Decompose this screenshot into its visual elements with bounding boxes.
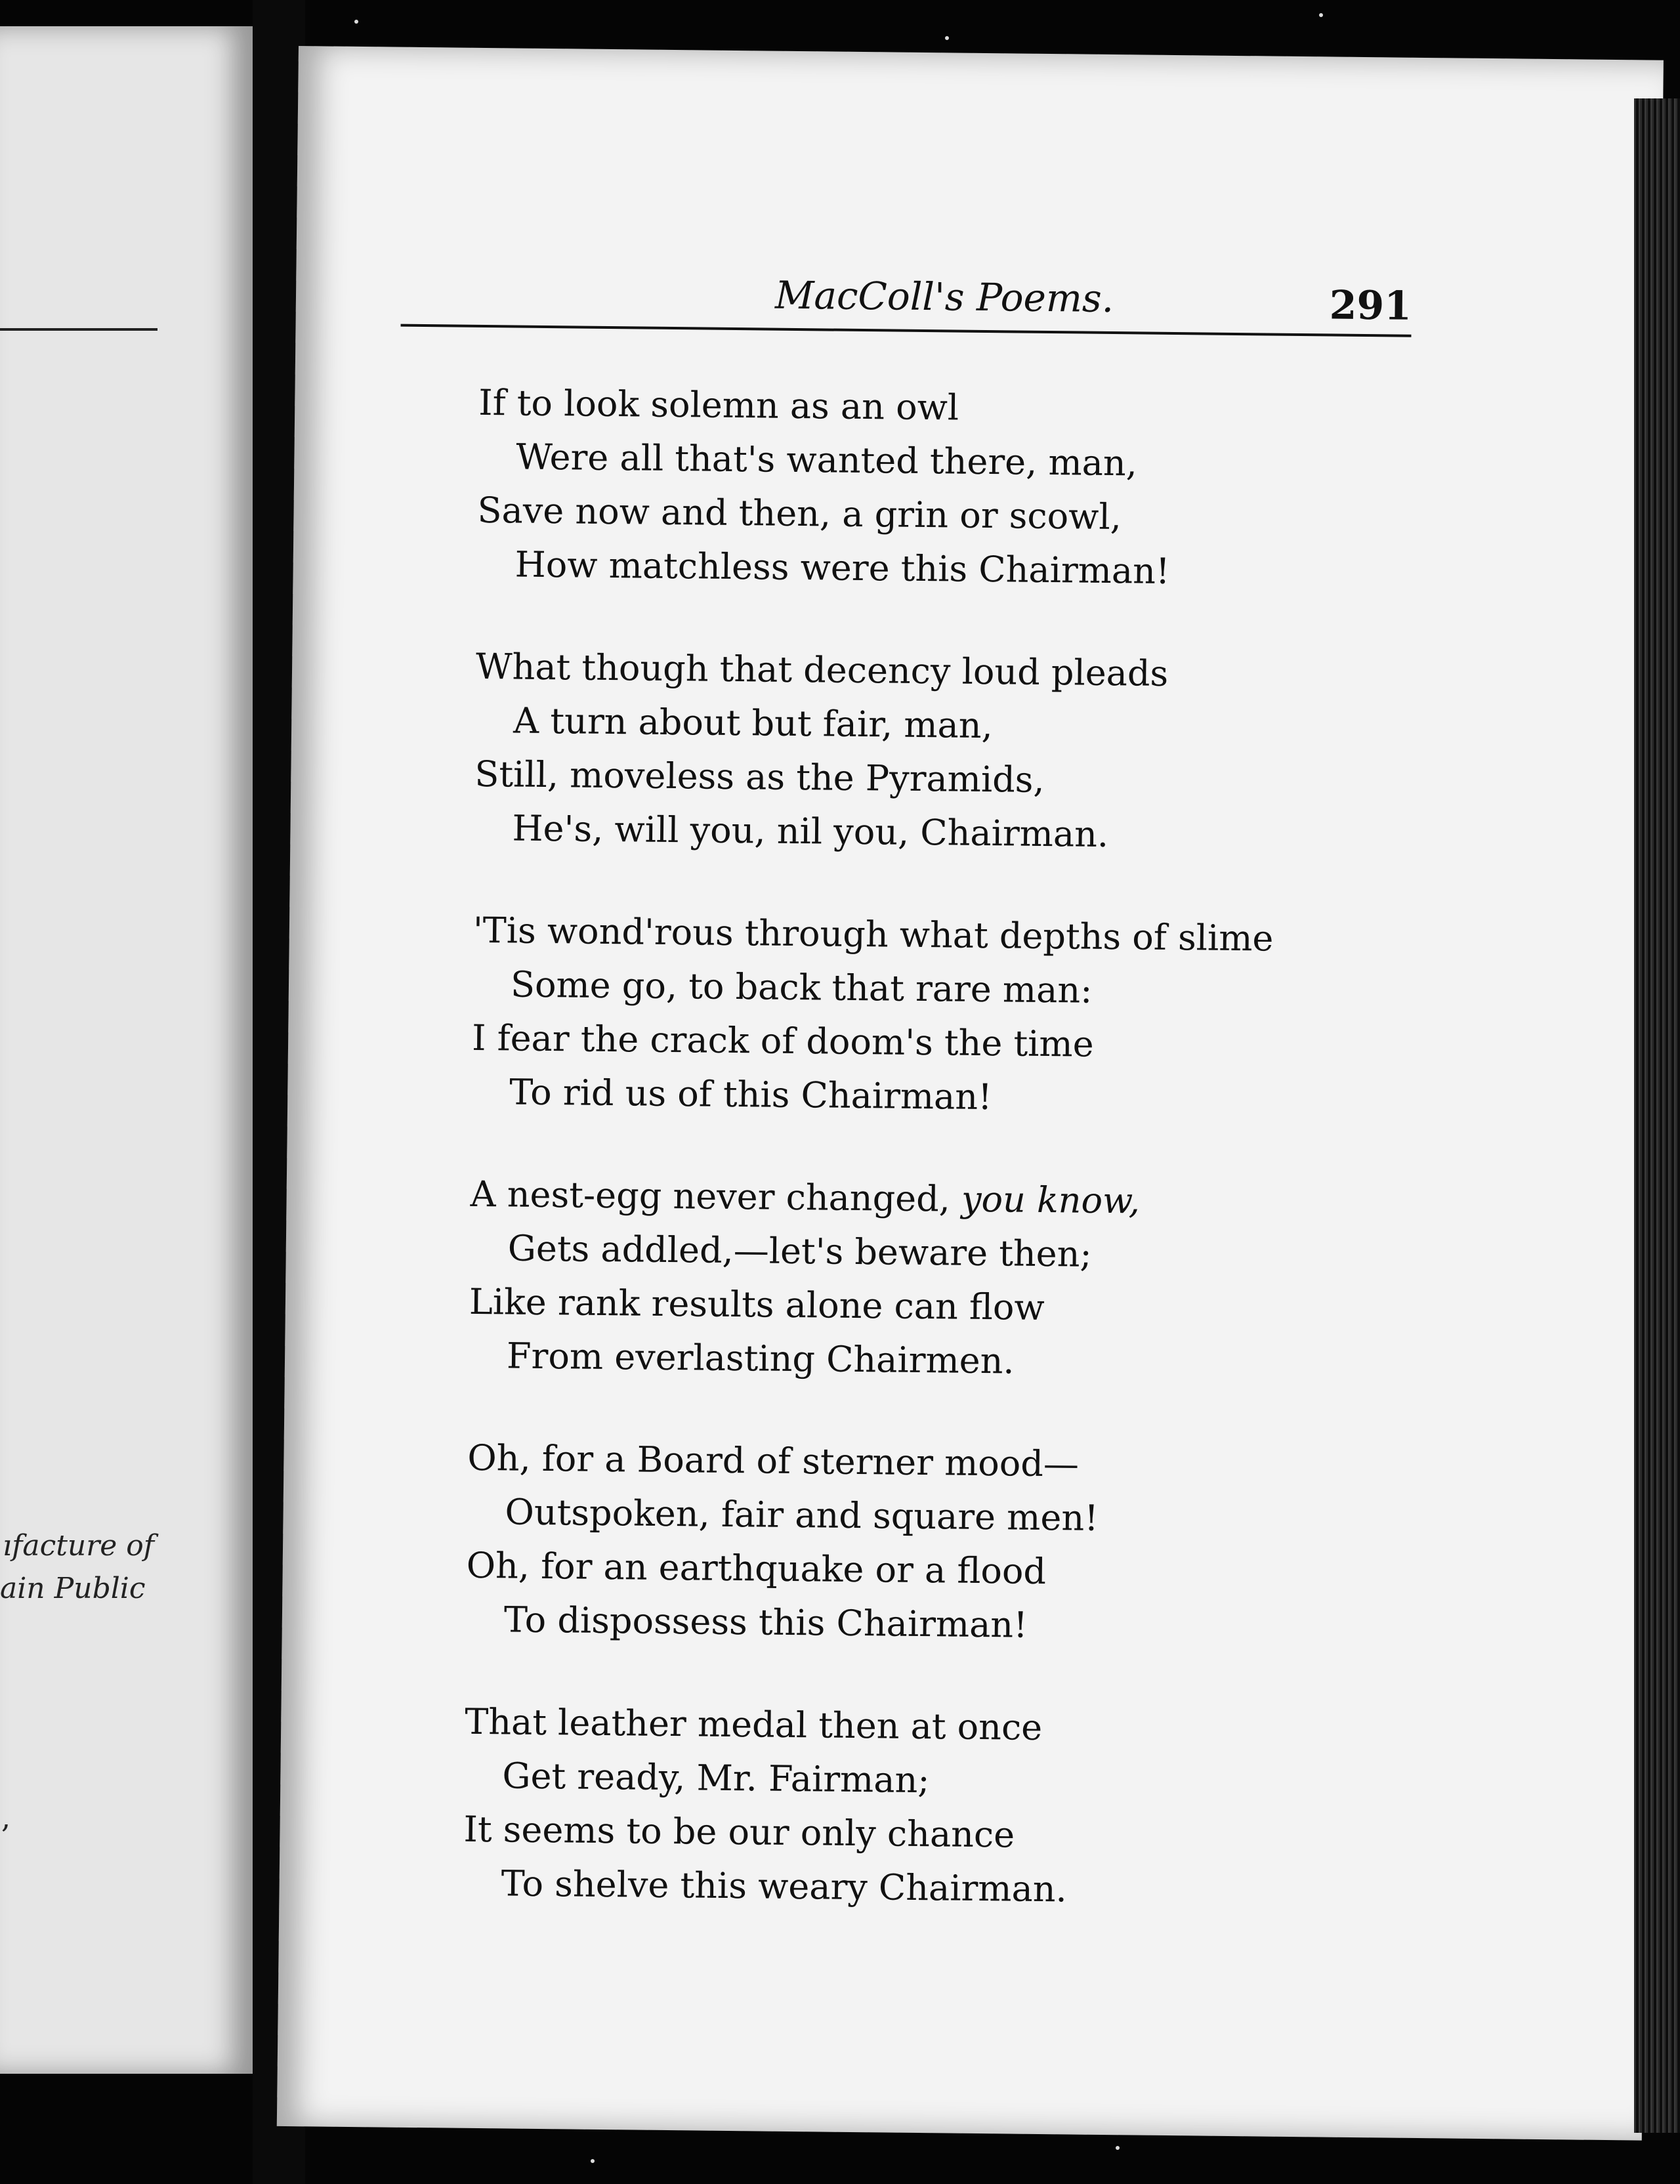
current-page bbox=[277, 46, 1664, 2141]
dust-speck bbox=[1116, 2146, 1120, 2150]
stanza bbox=[474, 640, 1362, 864]
previous-page-rule bbox=[0, 328, 158, 331]
poem-line: Some go, to back that rare man: bbox=[510, 963, 1093, 1011]
poem-line: 'Tis wond'rous through what depths of slime bbox=[472, 909, 1274, 959]
poem-line: From everlasting Chairmen. bbox=[506, 1335, 1015, 1382]
poem-line: Oh, for an earthquake or a flood bbox=[466, 1544, 1047, 1593]
poem-line: Save now and then, a grin or scowl, bbox=[477, 489, 1122, 538]
page-number: 291 bbox=[1329, 282, 1412, 329]
poem-line: That leather medal then at once bbox=[464, 1700, 1043, 1749]
poem-line-text: A nest-egg never changed, bbox=[470, 1173, 951, 1220]
page-header bbox=[400, 257, 1412, 340]
stanza bbox=[463, 1695, 1351, 1920]
poem-line: It seems to be our only chance bbox=[463, 1808, 1015, 1856]
poem-line: How matchless were this Chairman! bbox=[514, 543, 1170, 592]
dust-speck bbox=[354, 20, 358, 24]
running-head: MacColl's Poems. bbox=[774, 272, 1114, 322]
poem bbox=[462, 376, 1364, 1968]
poem-line: A turn about but fair, man, bbox=[513, 700, 994, 747]
poem-line: Were all that's wanted there, man, bbox=[516, 436, 1138, 484]
poem-line: To rid us of this Chairman! bbox=[509, 1071, 993, 1118]
dust-speck bbox=[591, 2159, 595, 2163]
header-rule bbox=[401, 324, 1412, 337]
dust-speck bbox=[945, 36, 949, 40]
stanza bbox=[476, 376, 1364, 600]
previous-page-fragment: ain Public bbox=[0, 1572, 146, 1605]
stanza bbox=[465, 1431, 1353, 1656]
previous-page bbox=[0, 26, 253, 2074]
poem-line bbox=[470, 1167, 1356, 1230]
stanza bbox=[469, 1167, 1356, 1392]
poem-line: Gets addled,—let's beware then; bbox=[507, 1227, 1093, 1275]
poem-line: I fear the crack of doom's the time bbox=[471, 1017, 1094, 1065]
dust-speck bbox=[1319, 13, 1323, 17]
poem-line: If to look solemn as an owl bbox=[478, 381, 959, 429]
previous-page-fragment: ıfacture of bbox=[3, 1529, 155, 1563]
poem-line: Get ready, Mr. Fairman; bbox=[502, 1755, 930, 1801]
poem-line: To dispossess this Chairman! bbox=[503, 1599, 1028, 1646]
poem-line: Still, moveless as the Pyramids, bbox=[474, 753, 1045, 801]
italic-phrase: you know, bbox=[961, 1178, 1141, 1222]
stanza bbox=[471, 904, 1359, 1128]
poem-line: Like rank results alone can flow bbox=[469, 1280, 1045, 1329]
poem-line: Oh, for a Board of sterner mood— bbox=[467, 1437, 1080, 1485]
poem-line: To shelve this weary Chairman. bbox=[501, 1862, 1068, 1910]
poem-line: What though that decency loud pleads bbox=[475, 645, 1169, 694]
page-edges bbox=[1634, 98, 1680, 2133]
poem-line: He's, will you, nil you, Chairman. bbox=[512, 807, 1109, 855]
poem-line: Outspoken, fair and square men! bbox=[505, 1491, 1099, 1539]
previous-page-fragment: , bbox=[1, 1801, 10, 1835]
